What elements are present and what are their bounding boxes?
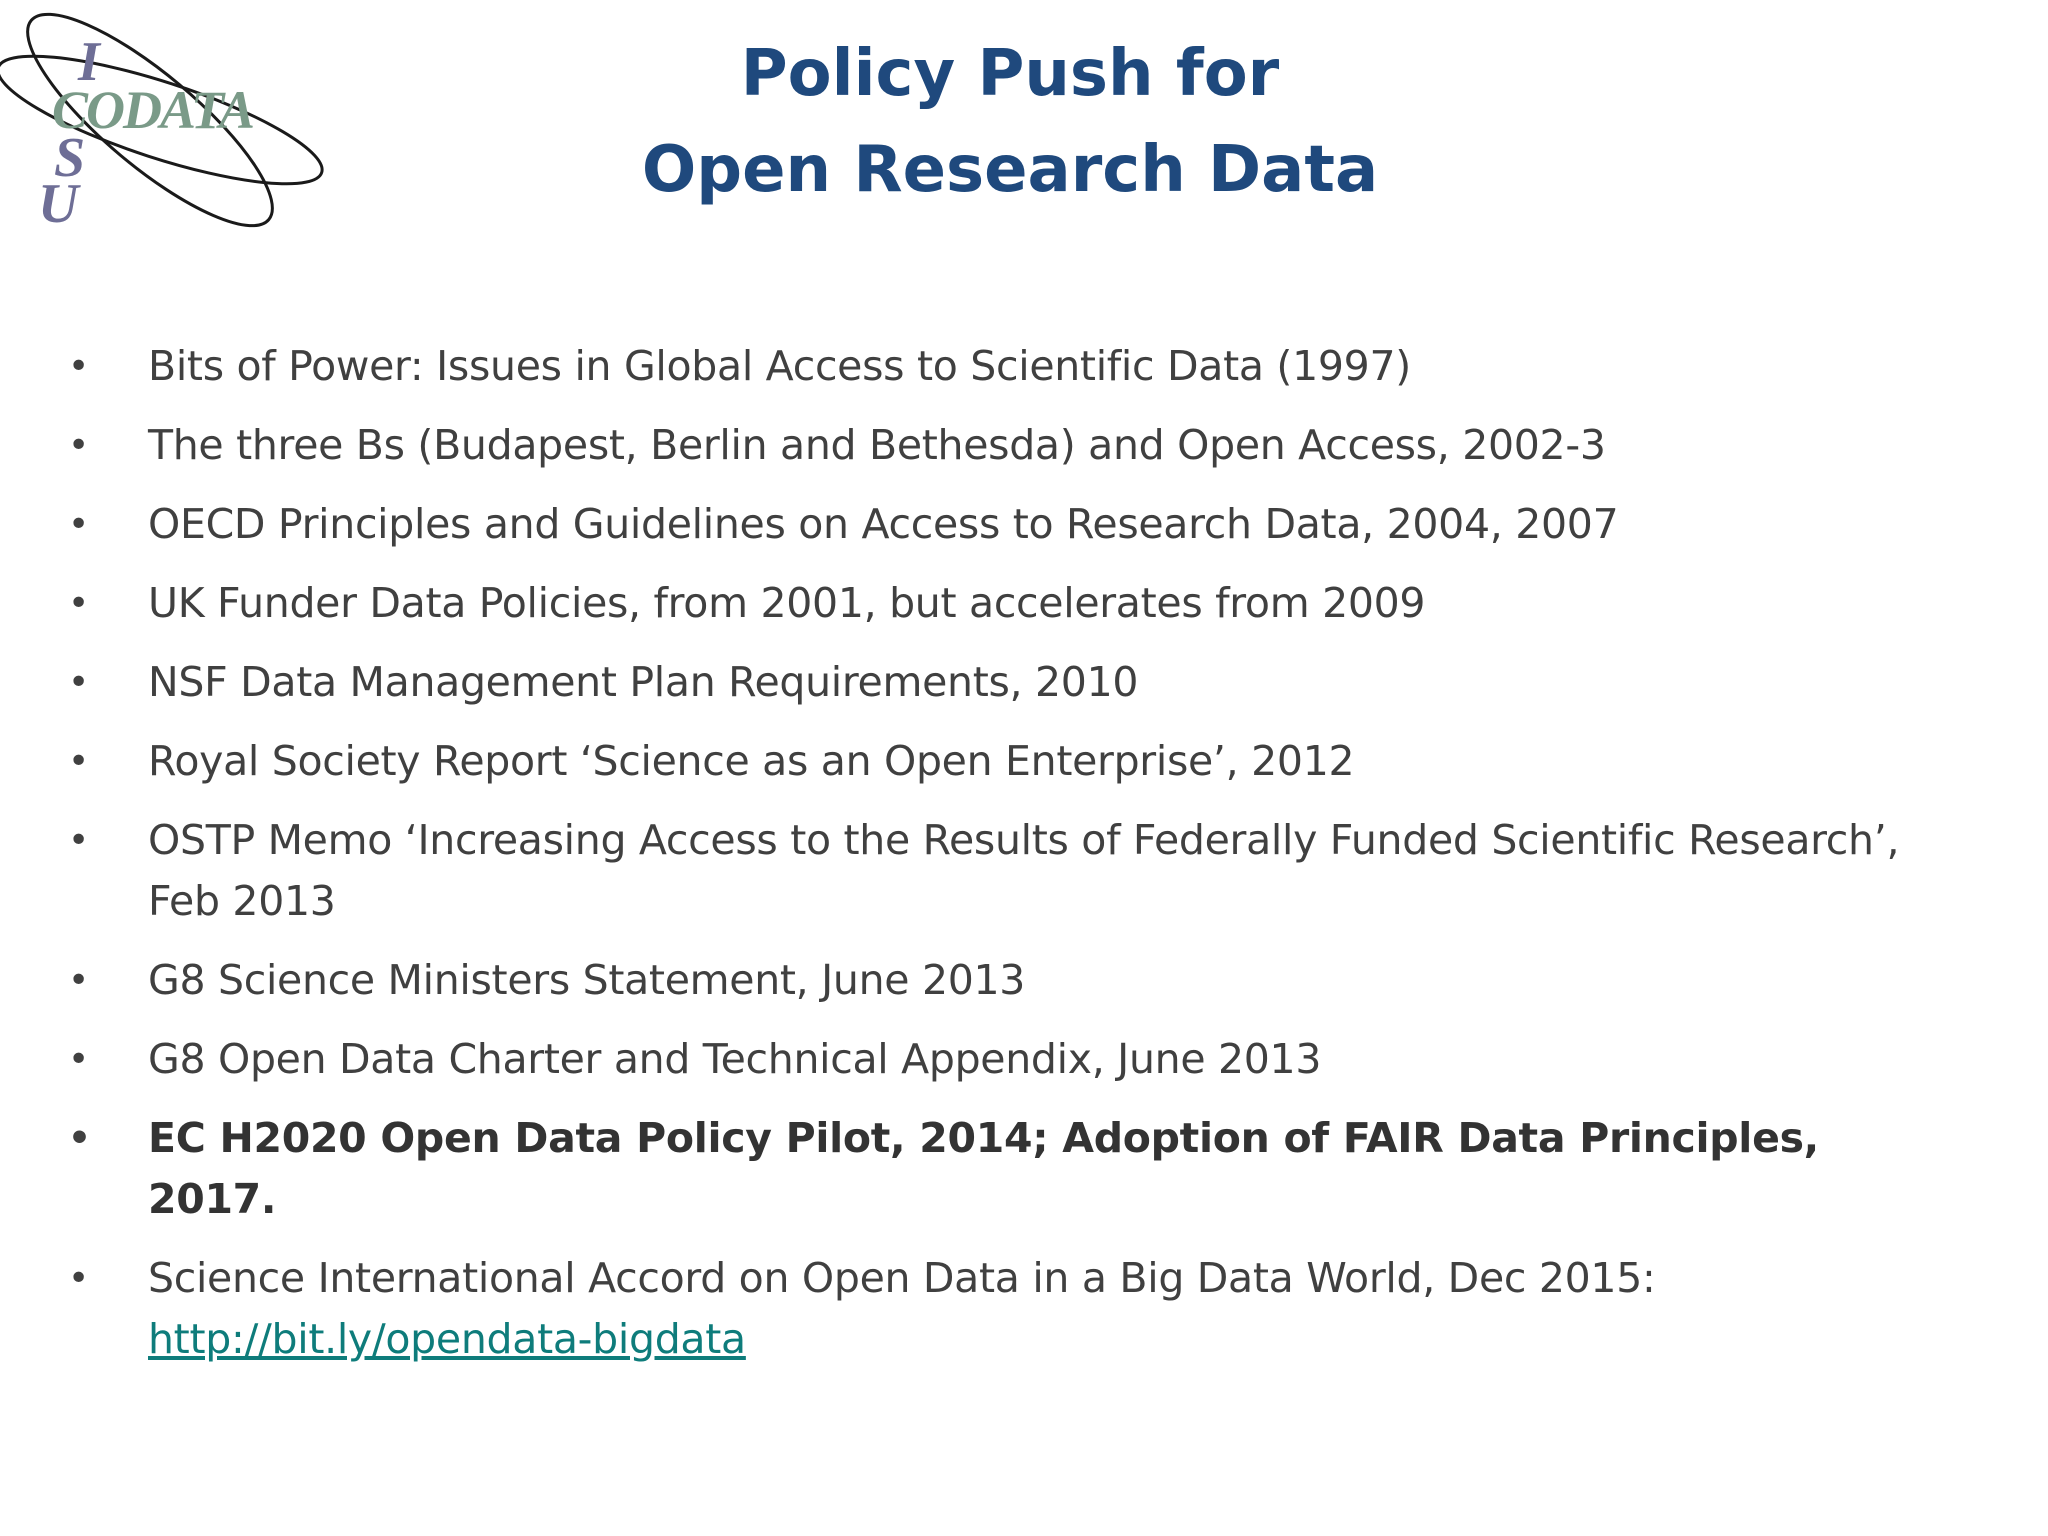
bullet-text: OECD Principles and Guidelines on Access to Research Data, 2004, 2007 <box>148 500 1619 548</box>
bullet-item-three-bs <box>60 415 1960 476</box>
bullet-dot: • <box>68 504 89 545</box>
bullet-text: NSF Data Management Plan Requirements, 2010 <box>148 658 1139 706</box>
title-line-2: Open Research Data <box>641 133 1379 207</box>
opendata-bigdata-link[interactable]: http://bit.ly/opendata-bigdata <box>148 1315 746 1363</box>
slide-title <box>560 26 1460 218</box>
logo-word-codata: CODATA <box>52 80 254 140</box>
bullet-item-g8-statement <box>60 950 1960 1011</box>
bullet-text: G8 Open Data Charter and Technical Appendix, June 2013 <box>148 1035 1322 1083</box>
icsu-codata-logo <box>0 0 330 250</box>
bullet-item-uk-funder <box>60 573 1960 634</box>
logo-letter-s: S <box>54 127 86 189</box>
bullet-dot: • <box>68 820 89 861</box>
bullet-item-nsf <box>60 652 1960 713</box>
bullet-item-g8-charter <box>60 1029 1960 1090</box>
bullet-text: Science International Accord on Open Data in a Big Data World, Dec 2015: <box>148 1254 1656 1302</box>
bullet-dot: • <box>68 662 89 703</box>
bullet-text: EC H2020 Open Data Policy Pilot, 2014; Adoption of FAIR Data Principles, 2017. <box>148 1114 1819 1223</box>
bullet-dot: • <box>68 960 89 1001</box>
bullet-text: G8 Science Ministers Statement, June 2013 <box>148 956 1026 1004</box>
bullet-dot: • <box>68 425 89 466</box>
bullet-text: Royal Society Report ‘Science as an Open Enterprise’, 2012 <box>148 737 1355 785</box>
bullet-text: The three Bs (Budapest, Berlin and Bethesda) and Open Access, 2002-3 <box>148 421 1606 469</box>
bullet-text: OSTP Memo ‘Increasing Access to the Results of Federally Funded Scientific Research’, <box>148 816 1900 864</box>
bullet-text: Bits of Power: Issues in Global Access to Scientific Data (1997) <box>148 342 1411 390</box>
logo-letter-i: I <box>78 31 100 93</box>
bullet-dot: • <box>68 741 89 782</box>
bullet-item-ec-h2020 <box>60 1108 1960 1230</box>
bullet-dot: • <box>68 346 89 387</box>
bullet-dot: • <box>68 1118 91 1159</box>
bullet-list <box>60 336 1960 1388</box>
bullet-item-royal-society <box>60 731 1960 792</box>
bullet-item-oecd <box>60 494 1960 555</box>
bullet-item-science-international <box>60 1248 1960 1370</box>
bullet-dot: • <box>68 1258 89 1299</box>
title-line-1: Policy Push for <box>740 37 1280 111</box>
bullet-item-bits-of-power <box>60 336 1960 397</box>
bullet-dot: • <box>68 1039 89 1080</box>
bullet-item-ostp-memo <box>60 810 1960 932</box>
logo-letter-u: U <box>38 173 79 235</box>
bullet-dot: • <box>68 583 89 624</box>
bullet-text-continued: Feb 2013 <box>148 877 336 925</box>
bullet-text: UK Funder Data Policies, from 2001, but accelerates from 2009 <box>148 579 1426 627</box>
